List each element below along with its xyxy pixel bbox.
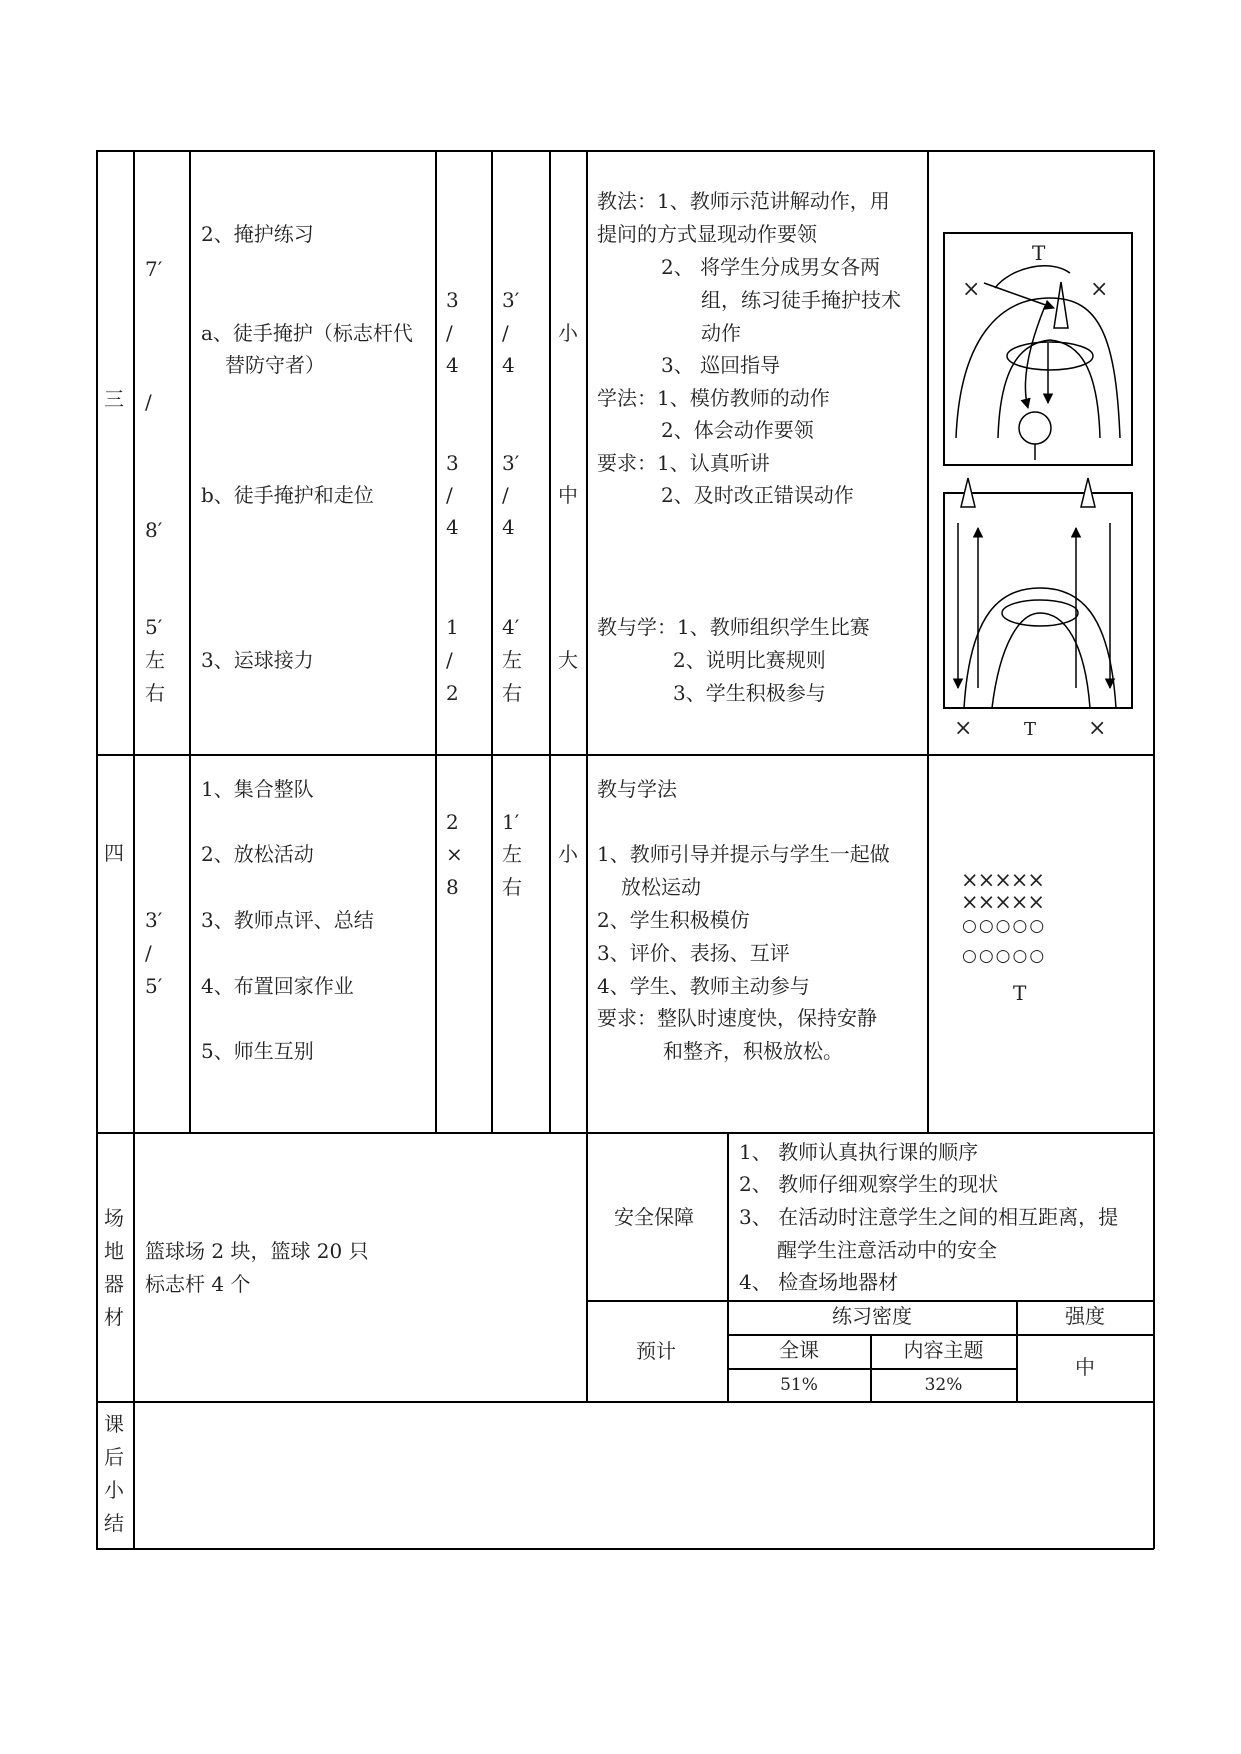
cone-icon (1054, 282, 1068, 328)
content-title: 2、掩护练习 (201, 222, 314, 246)
sets-value: / (446, 321, 453, 345)
content-item: b、徒手掩护和走位 (201, 483, 374, 507)
whole-lesson-value: 51% (780, 1375, 818, 1395)
content-theme-header: 内容主题 (903, 1338, 984, 1362)
duration-value: / (502, 483, 509, 507)
duration-value: 1′ (502, 810, 520, 834)
duration-value: 4 (502, 353, 515, 377)
method-line: 动作 (701, 321, 741, 345)
time-value: 右 (145, 681, 165, 705)
row-label: 场 (104, 1206, 124, 1230)
duration-value: 左 (502, 648, 522, 672)
duration-value: 3′ (502, 451, 520, 475)
sets-value: × (446, 842, 463, 866)
equipment-line: 篮球场 2 块，篮球 20 只 (145, 1239, 369, 1263)
safety-label: 安全保障 (614, 1205, 694, 1229)
content-item: 5、师生互别 (201, 1039, 314, 1063)
screen-drill-diagram (940, 228, 1140, 468)
intensity-value: 中 (558, 483, 578, 507)
row-label: 后 (104, 1445, 124, 1469)
sets-value: 4 (446, 353, 459, 377)
section-number: 三 (104, 387, 124, 411)
row-label: 结 (104, 1511, 124, 1535)
method-line: 教与学：1、教师组织学生比赛 (597, 615, 870, 639)
player-x-icon: × (954, 716, 973, 741)
intensity-value: 小 (558, 842, 578, 866)
col-divider (549, 150, 551, 1133)
sets-value: 8 (446, 875, 459, 899)
duration-value: 右 (502, 681, 522, 705)
section-number: 四 (104, 841, 124, 865)
player-circle-icon (1019, 412, 1051, 444)
content-item: 2、放松活动 (201, 842, 314, 866)
method-line: 2、体会动作要领 (661, 418, 814, 442)
time-value: / (145, 941, 152, 965)
time-value: 左 (145, 648, 165, 672)
method-line: 组，练习徒手掩护技术 (701, 288, 901, 312)
sets-value: 4 (446, 515, 459, 539)
safety-item: 4、 检查场地器材 (739, 1270, 899, 1294)
content-item: 替防守者） (225, 353, 325, 377)
time-value: 7′ (145, 257, 163, 281)
method-line: 3、学生积极参与 (673, 681, 826, 705)
method-line: 2、 将学生分成男女各两 (661, 255, 881, 279)
duration-value: 左 (502, 842, 522, 866)
safety-item: 1、 教师认真执行课的顺序 (739, 1140, 979, 1164)
method-line: 2、说明比赛规则 (673, 648, 826, 672)
method-line: 1、教师引导并提示与学生一起做 (597, 842, 890, 866)
teacher-label: T (1024, 719, 1037, 740)
duration-value: 4 (502, 515, 515, 539)
time-value: 5′ (145, 615, 163, 639)
player-x-icon: × (1088, 716, 1107, 741)
method-line: 3、评价、表扬、互评 (597, 941, 790, 965)
safety-item: 3、 在活动时注意学生之间的相互距离，提 (739, 1205, 1119, 1229)
teacher-label: T (1013, 981, 1027, 1005)
table-left-border (96, 150, 98, 1549)
content-item: 1、集合整队 (201, 777, 314, 801)
table-right-border (1153, 150, 1155, 1549)
sets-value: 2 (446, 810, 459, 834)
safety-item: 醒学生注意活动中的安全 (777, 1238, 997, 1262)
col-divider (435, 150, 437, 1133)
intensity-value: 大 (558, 648, 578, 672)
time-value: 8′ (145, 518, 163, 542)
dribble-relay-diagram (940, 473, 1140, 741)
content-theme-value: 32% (924, 1375, 963, 1395)
strength-header: 强度 (1065, 1304, 1105, 1328)
sets-value: 1 (446, 615, 459, 639)
row-label: 地 (104, 1239, 124, 1263)
duration-value: 右 (502, 875, 522, 899)
formation-row: ○○○○○ (962, 946, 1047, 966)
duration-value: 3′ (502, 288, 520, 312)
row-label: 小 (104, 1478, 124, 1502)
estimate-label: 预计 (636, 1339, 676, 1363)
strength-value: 中 (1075, 1355, 1095, 1379)
formation-row: ××××× (961, 868, 1044, 892)
duration-value: 4′ (502, 615, 520, 639)
sets-value: 3 (446, 451, 459, 475)
player-x-icon: × (962, 277, 981, 302)
equipment-line: 标志杆 4 个 (145, 1272, 251, 1296)
method-line: 放松运动 (621, 875, 701, 899)
time-value: 5′ (145, 974, 163, 998)
content-item: 3、运球接力 (201, 648, 314, 672)
formation-row: ○○○○○ (962, 916, 1047, 936)
method-line: 教法：1、教师示范讲解动作，用 (597, 189, 890, 213)
method-line: 和整齐，积极放松。 (663, 1039, 843, 1063)
duration-value: / (502, 321, 509, 345)
method-line: 要求：整队时速度快，保持安静 (597, 1006, 877, 1030)
col-divider (189, 150, 191, 1133)
content-item: 3、教师点评、总结 (201, 908, 374, 932)
method-line: 4、学生、教师主动参与 (597, 974, 810, 998)
col-divider (927, 150, 929, 1133)
player-x-icon: × (1090, 277, 1109, 302)
summary-content-area[interactable] (135, 1403, 1152, 1547)
table-top-border (96, 150, 1154, 152)
method-title: 教与学法 (597, 777, 677, 801)
sets-value: 3 (446, 288, 459, 312)
safety-item: 2、 教师仔细观察学生的现状 (739, 1172, 999, 1196)
col-divider (491, 150, 493, 1133)
teacher-label: T (1032, 241, 1046, 265)
formation-row: ××××× (961, 890, 1044, 914)
method-line: 3、 巡回指导 (661, 353, 781, 377)
table-bottom-border (96, 1548, 1154, 1550)
row-label: 课 (104, 1412, 124, 1436)
density-header: 练习密度 (832, 1304, 912, 1328)
method-line: 2、及时改正错误动作 (661, 483, 854, 507)
method-line: 要求：1、认真听讲 (597, 451, 770, 475)
col-divider (133, 150, 135, 1549)
row-label: 器 (104, 1272, 124, 1296)
row-divider (96, 1132, 1154, 1134)
whole-lesson-header: 全课 (779, 1338, 819, 1362)
method-line: 2、学生积极模仿 (597, 908, 750, 932)
intensity-value: 小 (558, 321, 578, 345)
method-line: 学法：1、模仿教师的动作 (597, 386, 830, 410)
col-divider (586, 150, 588, 1402)
sets-value: 2 (446, 681, 459, 705)
sets-value: / (446, 483, 453, 507)
time-value: / (145, 390, 152, 414)
time-value: 3′ (145, 908, 163, 932)
row-label: 材 (104, 1305, 124, 1329)
content-item: a、徒手掩护（标志杆代 (201, 321, 413, 345)
content-item: 4、布置回家作业 (201, 974, 354, 998)
method-line: 提问的方式显现动作要领 (597, 222, 817, 246)
section-divider (96, 754, 1154, 756)
sets-value: / (446, 648, 453, 672)
